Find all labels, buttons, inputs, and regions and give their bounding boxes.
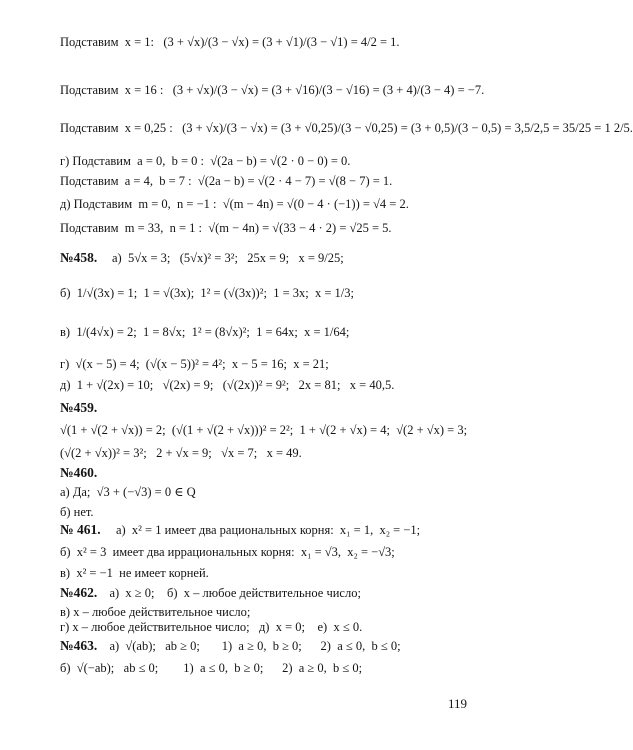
solution-line: [60, 522, 490, 538]
solution-line: [60, 324, 490, 340]
solution-line: [60, 422, 490, 438]
problem-number: №460.: [60, 465, 98, 480]
solution-line-text: √(1 + √(2 + √x)) = 2; (√(1 + √(2 + √x)))² = 2²; 1 + √(2 + √x) = 4; √(2 + √x) = 3;: [60, 423, 468, 437]
solution-line: [60, 638, 490, 654]
problem-number: №462.: [60, 585, 98, 600]
solution-line-text: г) x – любое действительное число; д) x = 0; е) x ≤ 0.: [60, 620, 363, 634]
problem-458-label-line: [60, 250, 120, 266]
solution-line-text: в) 1/(4√x) = 2; 1 = 8√x; 1² = (8√x)²; 1 = 64x; x = 1/64;: [60, 325, 350, 339]
solution-line-text: Подставим x = 1: (3 + √x)/(3 − √x) = (3 + √1)/(3 − √1) = 4/2 = 1.: [60, 35, 400, 49]
problem-text: а) x² = 1 имеет два рациональных корня: x₁ = 1, x₂ = −1;: [106, 523, 421, 537]
solution-line: [60, 285, 490, 301]
solution-line: [112, 250, 542, 266]
solution-line: [60, 465, 490, 481]
solution-line-text: [60, 465, 103, 481]
solution-line-text: [60, 400, 103, 416]
solution-line: [60, 565, 490, 581]
solution-line-text: Подставим x = 0,25 : (3 + √x)/(3 − √x) = (3 + √0,25)/(3 − √0,25) = (3 + 0,5)/(3 − 0,5) = 3,5/2,5 = 35/25 = 1 2/5.: [60, 121, 633, 135]
solution-line: [60, 544, 490, 560]
solution-line-text: б) √(−ab); ab ≤ 0; 1) a ≤ 0, b ≥ 0; 2) a ≥ 0, b ≤ 0;: [60, 661, 363, 675]
solution-line: [60, 619, 490, 635]
solution-line-text: Подставим a = 4, b = 7 : √(2a − b) = √(2 · 4 − 7) = √(8 − 7) = 1.: [60, 174, 393, 188]
solution-line: [60, 604, 490, 620]
solution-line: [60, 220, 490, 236]
solution-line-text: в) x² = −1 не имеет корней.: [60, 566, 209, 580]
solution-line: [60, 82, 490, 98]
solution-line: [60, 585, 490, 601]
problem-text: а) x ≥ 0; б) x – любое действительное число;: [103, 586, 361, 600]
solution-line-text: в) x – любое действительное число;: [60, 605, 251, 619]
solution-line-text: б) x² = 3 имеет два иррациональных корня: x₁ = √3, x₂ = −√3;: [60, 545, 395, 559]
solution-line-text: д) Подставим m = 0, n = −1 : √(m − 4n) = √(0 − 4 · (−1)) = √4 = 2.: [60, 197, 409, 211]
solution-line: [60, 120, 633, 136]
solution-line-text: [60, 638, 401, 654]
solution-line-text: б) 1/√(3x) = 1; 1 = √(3x); 1² = (√(3x))²; 1 = 3x; x = 1/3;: [60, 286, 354, 300]
page-number: 119: [447, 696, 467, 711]
solution-line-text: Подставим x = 16 : (3 + √x)/(3 − √x) = (3 + √16)/(3 − √16) = (3 + 4)/(3 − 4) = −7.: [60, 83, 485, 97]
problem-number: № 461.: [60, 522, 101, 537]
solution-line-text: д) 1 + √(2x) = 10; √(2x) = 9; (√(2x))² = 9²; 2x = 81; x = 40,5.: [60, 378, 395, 392]
problem-458-label: №458.: [60, 250, 98, 265]
solution-line-text: [60, 522, 420, 538]
solution-line-text: а) 5√x = 3; (5√x)² = 3²; 25x = 9; x = 9/25;: [112, 251, 344, 265]
solution-line: [60, 153, 490, 169]
solution-line-text: г) √(x − 5) = 4; (√(x − 5))² = 4²; x − 5 = 16; x = 21;: [60, 357, 329, 371]
problem-text: а) √(ab); ab ≥ 0; 1) a ≥ 0, b ≥ 0; 2) a ≤ 0, b ≤ 0;: [103, 639, 401, 653]
solution-line-text: [60, 585, 361, 601]
solution-line: [60, 445, 490, 461]
solution-line: [60, 484, 490, 500]
solution-line-text: г) Подставим a = 0, b = 0 : √(2a − b) = √(2 · 0 − 0) = 0.: [60, 154, 351, 168]
solution-line-text: а) Да; √3 + (−√3) = 0 ∈ Q: [60, 485, 196, 499]
solution-line-text: б) нет.: [60, 505, 94, 519]
solution-line: [60, 356, 490, 372]
problem-number: №459.: [60, 400, 98, 415]
solution-line-text: (√(2 + √x))² = 3²; 2 + √x = 9; √x = 7; x = 49.: [60, 446, 302, 460]
solution-line: [60, 400, 490, 416]
solution-line: [60, 504, 490, 520]
solution-line: [60, 196, 490, 212]
solution-line-text: Подставим m = 33, n = 1 : √(m − 4n) = √(33 − 4 · 2) = √25 = 5.: [60, 221, 392, 235]
solution-line: [60, 377, 490, 393]
problem-number: №463.: [60, 638, 98, 653]
solution-line: [60, 660, 490, 676]
solution-line: [60, 34, 490, 50]
solution-line: [60, 173, 490, 189]
